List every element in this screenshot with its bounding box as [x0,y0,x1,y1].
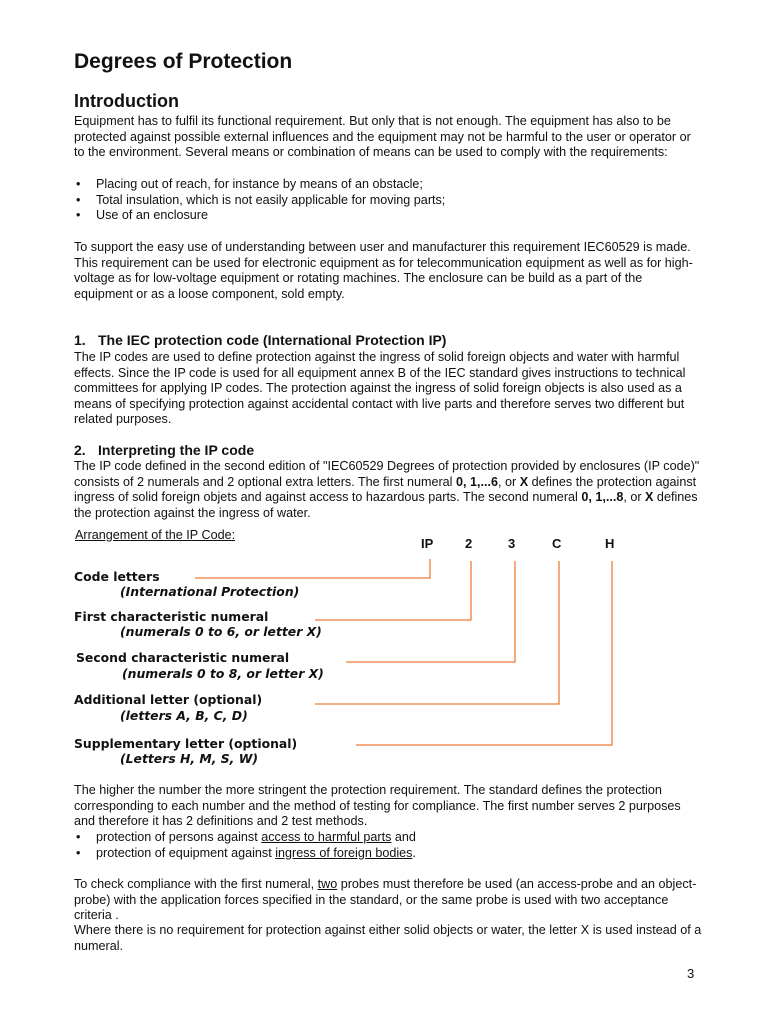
text-run: and [391,830,416,844]
sub-first-numeral: (numerals 0 to 6, or letter X) [120,624,322,639]
bold-run: 0, 1,...6 [455,474,498,489]
sub-code-letters: (International Protection) [120,584,300,599]
code-additional-letter: C [552,536,562,551]
label-supplementary-letter: Supplementary letter (optional) [74,736,298,751]
code-first-numeral: 2 [465,536,473,551]
code-ip: IP [421,536,434,551]
intro-heading: Introduction [74,91,179,111]
underlined-run: ingress of foreign bodies [275,845,413,860]
list-item: • Use of an enclosure [74,208,704,224]
connector-supplementary-letter [356,561,612,745]
list-item [74,830,704,846]
text-run: , or [497,474,520,489]
bold-run: X [645,490,654,505]
list-item: • Placing out of reach, for instance by means of an obstacle; [74,177,704,193]
intro-paragraph: Equipment has to fulfil its functional requirement. But only that is not enough. The equipment has also to be protected against possible external influences and the equipment may not be harmful to the user or operator or to the environment. Several means or combination of means can be used to comply with the requirements: [74,114,691,160]
text-run: protection of equipment against [96,845,276,860]
connector-code-letters [195,559,430,578]
section-1-number: 1. [74,332,86,348]
check-compliance-paragraph [74,877,704,924]
higher-number-paragraph: The higher the number the more stringent the protection requirement. The standard defines the protection corresponding to each number and the method of testing for compliance. The first number serves 2 purposes and therefore it has 2 definitions and 2 test methods. [74,783,681,829]
intro-paragraph-2: To support the easy use of understanding between user and manufacturer this requirement IEC60529 is made. This requirement can be used for electronic equipment as for telecommunication equipment as well as for high-voltage as for low-voltage equipment or rotating machines. The enclosure can be build as a part of the equipment or as a loose component, sold empty. [74,240,693,301]
underlined-run: access to harmful parts [261,830,392,844]
list-item [74,846,704,862]
diagram-title: Arrangement of the IP Code: [75,528,236,542]
label-additional-letter: Additional letter (optional) [74,692,263,707]
section-2-title: Interpreting the IP code [98,442,255,458]
text-run: The IP code defined in the second edition of "IEC60529 Degrees of protection provided by enclosures (IP code)" consists of 2 numerals and 2 optional extra letters. The first numeral [74,459,700,489]
page-number: 3 [687,966,695,981]
section-2-number: 2. [74,442,86,458]
code-supplementary-letter: H [605,536,615,551]
text-run: , or [623,490,646,505]
text-run: defines the protection against the ingress of water. [74,490,698,520]
sub-second-numeral: (numerals 0 to 8, or letter X) [122,666,324,681]
label-first-numeral: First characteristic numeral [74,609,269,624]
page-title: Degrees of Protection [74,50,293,73]
bold-run: X [519,474,529,489]
connector-first-numeral [315,561,471,620]
sub-additional-letter: (letters A, B, C, D) [120,708,248,723]
text-run: . [412,845,416,860]
label-second-numeral: Second characteristic numeral [76,650,290,665]
section-1-title: The IEC protection code (International Protection IP) [98,332,447,348]
letter-x-paragraph: Where there is no requirement for protection against either solid objects or water, the letter X is used instead of a numeral. [74,923,702,953]
text-run: protection of persons against [96,830,262,844]
bold-run: 0, 1,...8 [581,490,624,505]
list-item: • Total insulation, which is not easily applicable for moving parts; [74,193,704,209]
section-1-paragraph: The IP codes are used to define protection against the ingress of solid foreign objects and water with harmful effects. Since the IP code is used for all equipment annex B of the IEC standard gives instructions to technical committees for applying IP codes. The protection against the ingress of solid foreign objects is also used as a means of specifying protection against accidental contact with live parts and therefore serves two different but related purposes. [74,350,686,427]
text-run: defines the protection against ingress of solid foreign objets and against access to hazardous parts. The second numeral [74,474,697,505]
underlined-run: two [317,877,338,891]
label-code-letters: Code letters [74,569,160,584]
text-run: probes must therefore be used (an access-probe and an object-probe) with the application forces specified in the standard, or the same probe is used with two acceptance criteria . [74,877,697,923]
connector-additional-letter [315,561,559,704]
purpose-bullet-list [74,830,704,861]
sub-supplementary-letter: (Letters H, M, S, W) [120,751,259,766]
text-run: To check compliance with the first numeral, [74,877,318,891]
code-second-numeral: 3 [508,536,516,551]
